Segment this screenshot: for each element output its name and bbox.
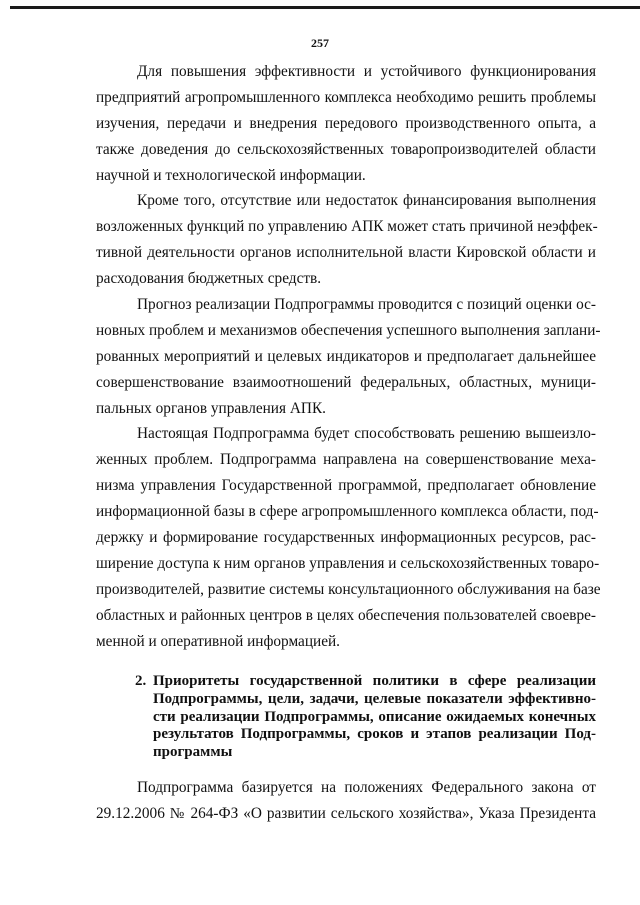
paragraph-3	[96, 292, 601, 421]
paragraph-1	[96, 59, 596, 188]
paragraph-line: информационной базы в сфере агропромышленного комплекса области, под-	[96, 503, 599, 521]
paragraph-line: низма управления Государственной программой, предполагает обновление	[96, 477, 596, 495]
final-paragraph	[96, 775, 596, 827]
page-number: 257	[311, 36, 329, 50]
paragraph-line: новных проблем и механизмов обеспечения успешного выполнения заплани-	[96, 321, 601, 339]
section-heading-line: результатов Подпрограммы, сроков и этапов реализации Под-	[153, 726, 596, 743]
section-heading-number: 2.	[135, 673, 147, 689]
top-border-rule	[10, 6, 640, 9]
section-heading-line: Приоритеты государственной политики в сфере реализации	[153, 673, 596, 689]
section-heading-text	[153, 673, 596, 762]
paragraph-line: Настоящая Подпрограмма будет способствовать решению вышеизло-	[137, 425, 596, 443]
paragraph-line: тивной деятельности органов исполнительной власти Кировской области и	[96, 244, 596, 262]
paragraph-line: 29.12.2006 № 264-ФЗ «О развитии сельского хозяйства», Указа Президента	[96, 804, 596, 822]
section-heading	[135, 673, 596, 762]
paragraph-line: совершенствование взаимоотношений федеральных, областных, муници-	[96, 373, 596, 391]
paragraph-line: держку и формирование государственных информационных ресурсов, рас-	[96, 529, 596, 547]
section-heading-line: сти реализации Подпрограммы, описание ожидаемых конечных	[153, 708, 596, 725]
paragraph-line: также доведения до сельскохозяйственных товаропроизводителей области	[96, 140, 596, 158]
section-heading-line: программы	[153, 744, 233, 761]
paragraph-line: Кроме того, отсутствие или недостаток финансирования выполнения	[137, 192, 596, 210]
paragraph-line: Для повышения эффективности и устойчивого функционирования	[137, 63, 596, 80]
paragraph-line: изучения, передачи и внедрения передового производственного опыта, а	[96, 114, 596, 132]
paragraph-line: предприятий агропромышленного комплекса необходимо решить проблемы	[96, 88, 596, 106]
paragraph-line: рованных мероприятий и целевых индикаторов и предполагает дальнейшее	[96, 347, 596, 365]
paragraph-line: ширение доступа к ним органов управления и сельскохозяйственных товаро-	[96, 554, 600, 572]
paragraph-line: Подпрограмма базируется на положениях Федерального закона от	[137, 779, 596, 796]
paragraph-line: пальных органов управления АПК.	[96, 399, 326, 417]
paragraph-line: производителей, развитие системы консультационного обслуживания на базе	[96, 580, 601, 598]
paragraph-line: научной и технологической информации.	[96, 166, 366, 184]
paragraph-line: женных проблем. Подпрограмма направлена на совершенствование меха-	[96, 451, 596, 469]
paragraph-2	[96, 188, 596, 292]
document-body	[96, 59, 601, 654]
section-heading-line: Подпрограммы, цели, задачи, целевые показатели эффективно-	[153, 690, 596, 707]
paragraph-line: областных и районных центров в целях обеспечения пользователей своевре-	[96, 606, 596, 624]
paragraph-line: возложенных функций по управлению АПК может стать причиной неэффек-	[96, 218, 598, 236]
paragraph-4	[96, 421, 601, 654]
paragraph-line: Прогноз реализации Подпрограммы проводится с позиций оценки ос-	[137, 296, 596, 314]
paragraph-line: расходования бюджетных средств.	[96, 270, 322, 288]
paragraph-line: менной и оперативной информацией.	[96, 632, 341, 650]
